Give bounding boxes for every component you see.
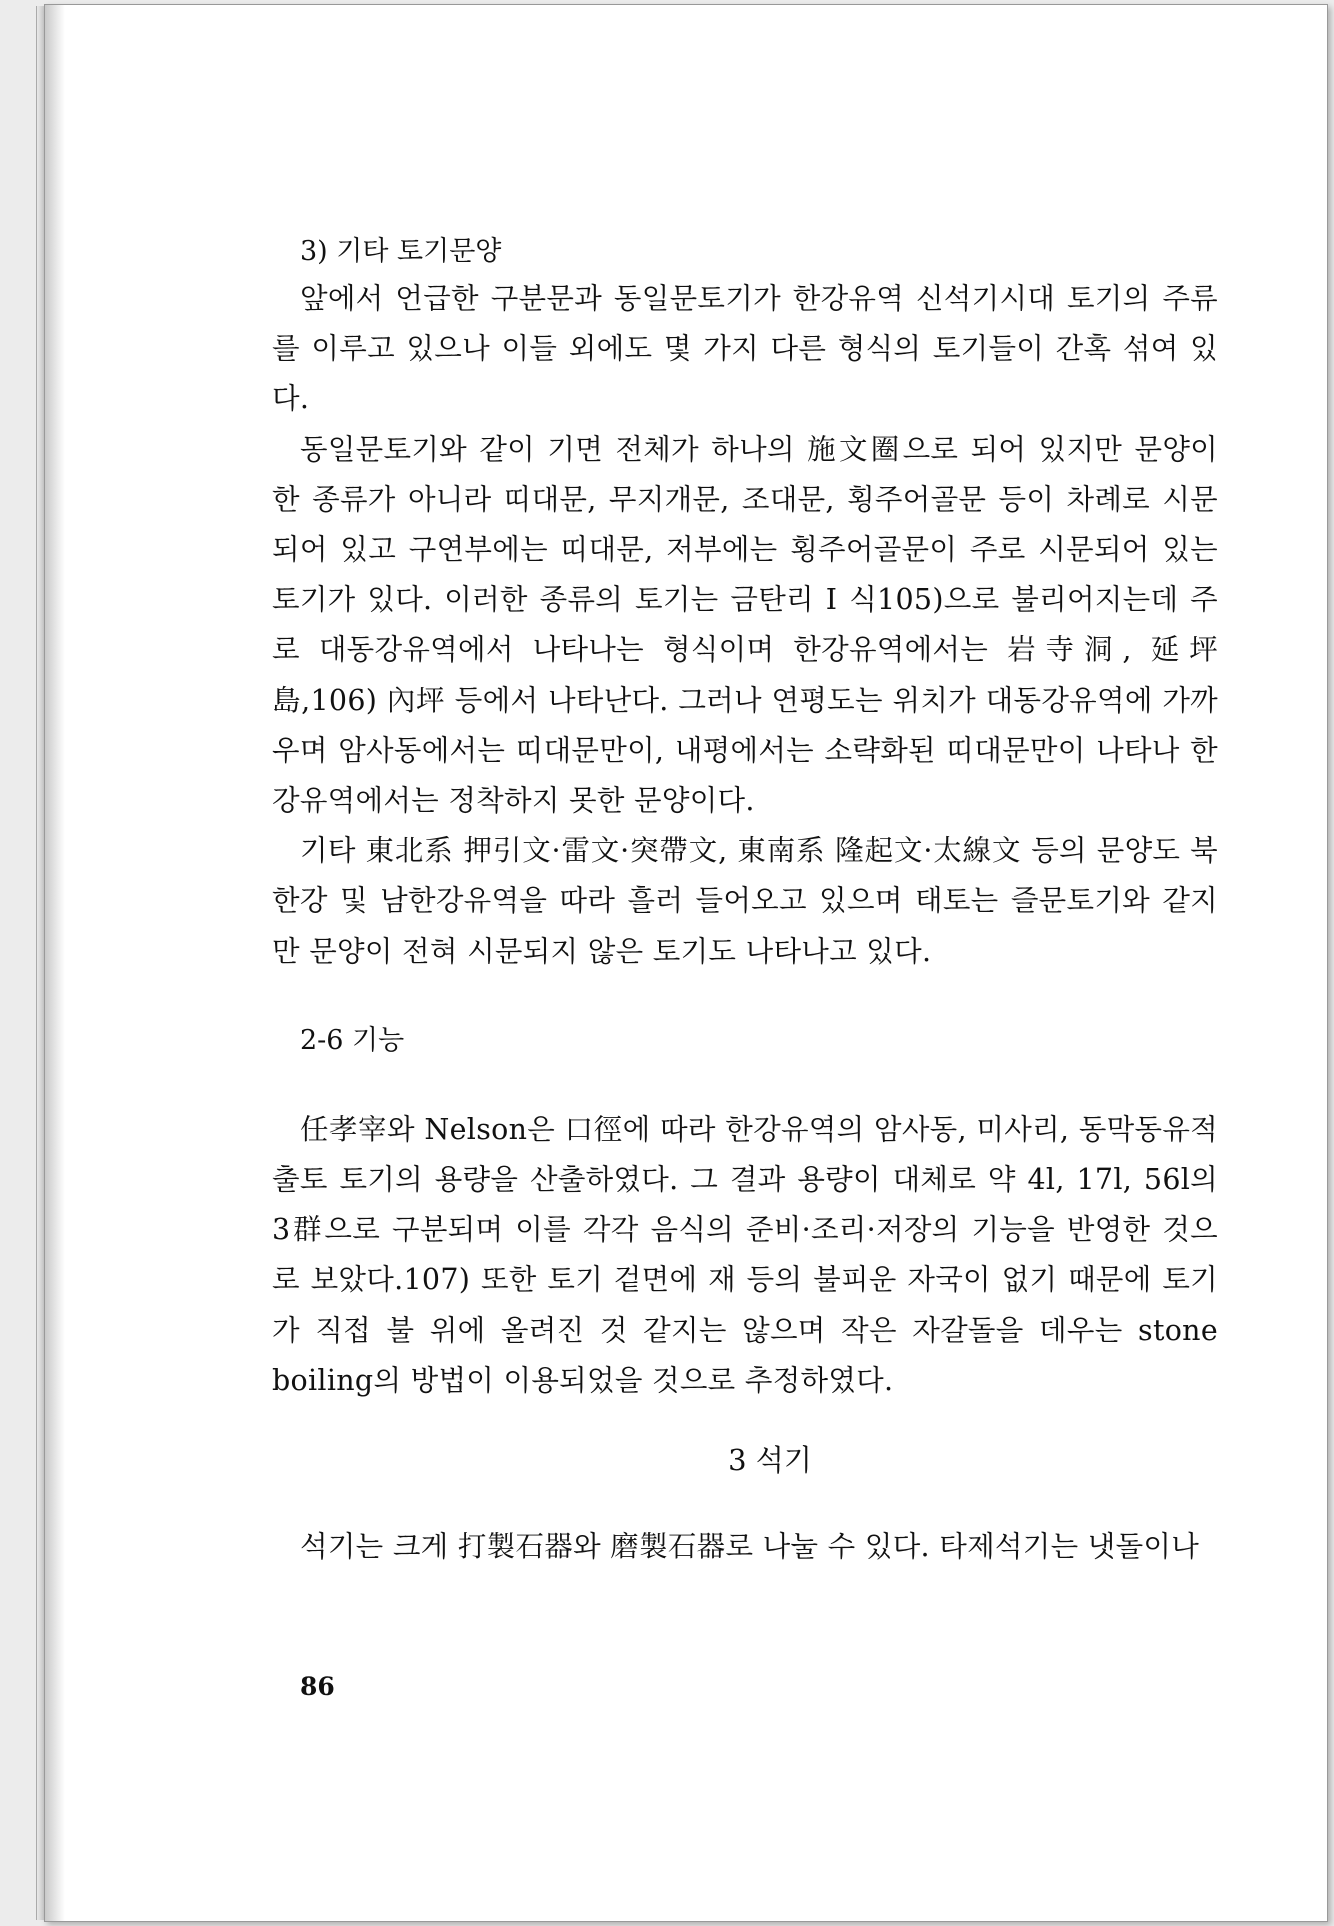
page-gutter-shadow [45,5,65,1921]
paragraph: 석기는 크게 打製石器와 磨製石器로 나눌 수 있다. 타제석기는 냇돌이나 [300,1530,1200,1564]
page-number: 86 [300,1672,335,1701]
page-content [272,200,1218,1572]
paragraph: 앞에서 언급한 구분문과 동일문토기가 한강유역 신석기시대 토기의 주류를 이루고 있으나 이들 외에도 몇 가지 다른 형식의 토기들이 간혹 섞여 있다. [272,282,1218,416]
paragraph: 동일문토기와 같이 기면 전체가 하나의 施文圈으로 되어 있지만 문양이 한 종류가 아니라 띠대문, 무지개문, 조대문, 횡주어골문 등이 차례로 시문되어 있고 구연부에는 띠대문, 저부에는 횡주어골문이 주로 시문되어 있는 토기가 있다. 이러한 종류의 토기는 금탄리 I 식105)으로 불리어지는데 주로 대동강유역에서 나타나는 형식이며 한강유역에서는 岩寺洞, 延坪島,106) 內坪 등에서 나타난다. 그러나 연평도는 위치가 대동강유역에 가까우며 암사동에서는 띠대문만이, 내평에서는 소략화된 띠대문만이 나타나 한강유역에서는 정착하지 못한 문양이다. [272,432,1218,818]
paragraph: 任孝宰와 Nelson은 口徑에 따라 한강유역의 암사동, 미사리, 동막동유적 출토 토기의 용량을 산출하였다. 그 결과 용량이 대체로 약 4l, 17l, 56l의 3群으로 구분되며 이를 각각 음식의 준비·조리·저장의 기능을 반영한 것으로 보았다.107) 또한 토기 겉면에 재 등의 불피운 자국이 없기 때문에 토기가 직접 불 위에 올려진 것 같지는 않으며 작은 자갈돌을 데우는 stone boiling의 방법이 이용되었을 것으로 추정하였다. [272,1112,1218,1397]
section-title-function: 2-6 기능 [300,1024,405,1056]
chapter-title-stone-tools: 3 석기 [728,1443,812,1478]
paragraph: 기타 東北系 押引文·雷文·突帶文, 東南系 隆起文·太線文 등의 문양도 북한강 및 남한강유역을 따라 흘러 들어오고 있으며 태토는 즐문토기와 같지만 문양이 전혀 시문되지 않은 토기도 나타나고 있다. [272,834,1218,968]
spacer [272,1063,1218,1105]
subsection-title-other-patterns: 3) 기타 토기문양 [300,236,502,267]
